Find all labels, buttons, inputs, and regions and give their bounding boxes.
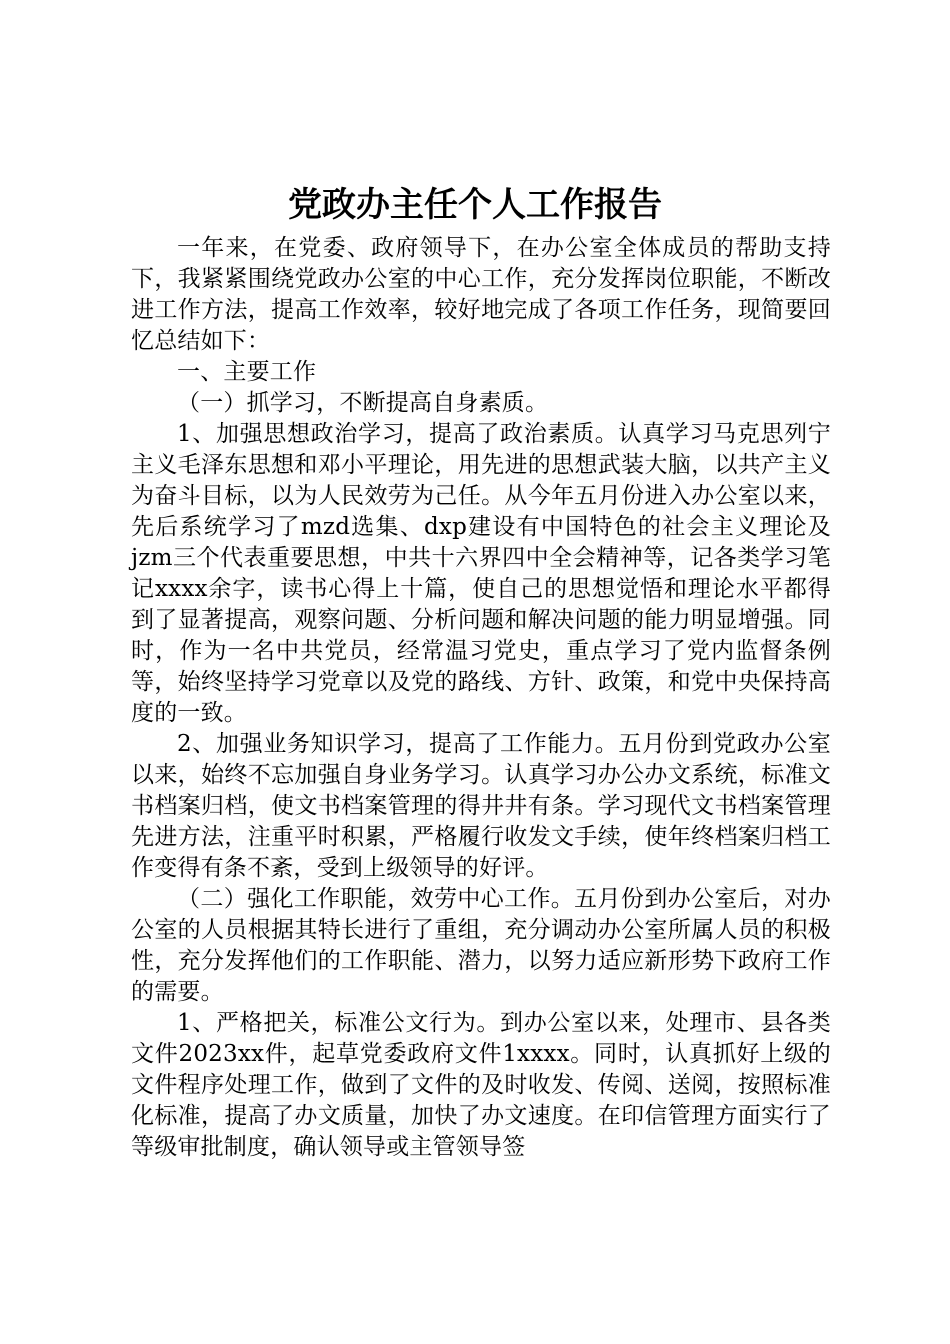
paragraph-document-handling: 1、严格把关，标准公文行为。到办公室以来，处理市、县各类文件2023xx件，起草党委政府文件1xxxx。同时，认真抓好上级的文件程序处理工作，做到了文件的及时收发、传阅、送阅，按照标准化标准，提高了办文质量，加快了办文速度。在印信管理方面实行了等级审批制度，确认领导或主管领导签 bbox=[131, 1010, 831, 1160]
paragraph-intro: 一年来，在党委、政府领导下，在办公室全体成员的帮助支持下，我紧紧围绕党政办公室的中心工作，充分发挥岗位职能，不断改进工作方法，提高工作效率，较好地完成了各项工作任务，现简要回忆总结如下： bbox=[131, 235, 831, 354]
paragraph-business-study: 2、加强业务知识学习，提高了工作能力。五月份到党政办公室以来，始终不忘加强自身业务学习。认真学习办公办文系统，标准文书档案归档，使文书档案管理的得井井有条。学习现代文书档案管理先进方法，注重平时积累，严格履行收发文手续，使年终档案归档工作变得有条不紊，受到上级领导的好评。 bbox=[131, 731, 831, 881]
section-heading-main-work: 一、主要工作 bbox=[177, 359, 317, 385]
document-title: 党政办主任个人工作报告 bbox=[288, 185, 662, 225]
paragraph-political-study: 1、加强思想政治学习，提高了政治素质。认真学习马克思列宁主义毛泽东思想和邓小平理论，用先进的思想武装大脑，以共产主义为奋斗目标，以为人民效劳为己任。从今年五月份进入办公室以来，先后系统学习了mzd选集、dxp建设有中国特色的社会主义理论及jzm三个代表重要思想，中共十六界四中全会精神等，记各类学习笔记xxxx余字，读书心得上十篇，使自己的思想觉悟和理论水平都得到了显著提高，观察问题、分析问题和解决问题的能力明显增强。同时，作为一名中共党员，经常温习党史，重点学习了党内监督条例等，始终坚持学习党章以及党的路线、方针、政策，和党中央保持高度的一致。 bbox=[131, 421, 831, 726]
document-body bbox=[131, 233, 831, 1163]
subsection-heading-work-function: （二）强化工作职能，效劳中心工作。五月份到办公室后，对办公室的人员根据其特长进行了重组，充分调动办公室所属人员的积极性，充分发挥他们的工作职能、潜力，以努力适应新形势下政府工作的需要。 bbox=[131, 886, 831, 1005]
subsection-heading-study: （一）抓学习，不断提高自身素质。 bbox=[177, 390, 549, 416]
